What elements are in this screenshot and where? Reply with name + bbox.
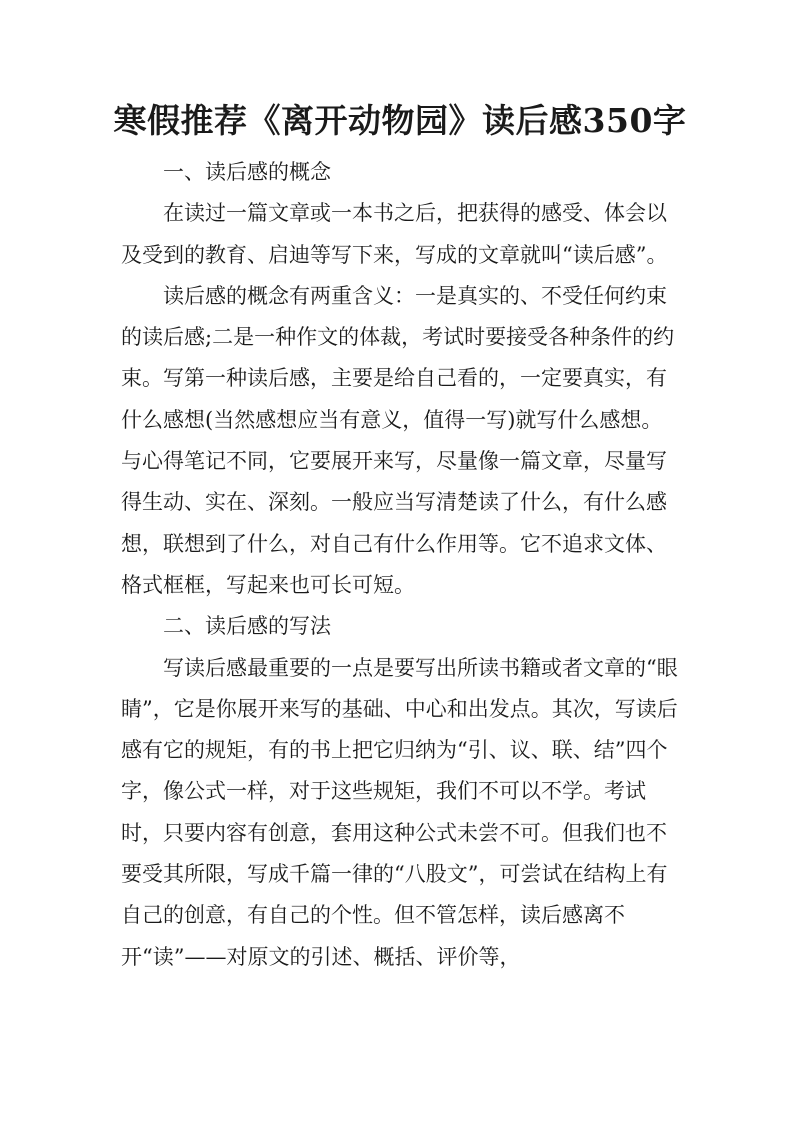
section-heading-writing-method: 二、读后感的写法	[163, 614, 331, 639]
paragraph: 在读过一篇文章或一本书之后，把获得的感受、体会以及受到的教育、启迪等写下来，写成的文章就叫“读后感”。	[121, 201, 668, 267]
document-body	[121, 152, 679, 978]
section-heading-concept: 一、读后感的概念	[163, 160, 331, 184]
document-title: 寒假推荐《离开动物园》读后感350字	[113, 101, 687, 140]
paragraph: 写读后感最重要的一点是要写出所读书籍或者文章的“眼睛”，它是你展开来写的基础、中心和出发点。其次，写读后感有它的规矩，有的书上把它归纳为“引、议、联、结”四个字，像公式一样，对于这些规矩，我们不可以不学。考试时，只要内容有创意，套用这种公式未尝不可。但我们也不要受其所限，写成千篇一律的“八股文”，可尝试在结构上有自己的创意，有自己的个性。但不管怎样，读后感离不开“读”——对原文的引述、概括、评价等，	[121, 655, 678, 969]
paragraph: 读后感的概念有两重含义：一是真实的、不受任何约束的读后感;二是一种作文的体裁，考试时要接受各种条件的约束。写第一种读后感，主要是给自己看的，一定要真实，有什么感想(当然感想应当有意义，值得一写)就写什么感想。与心得笔记不同，它要展开来写，尽量像一篇文章，尽量写得生动、实在、深刻。一般应当写清楚读了什么，有什么感想，联想到了什么，对自己有什么作用等。它不追求文体、格式框框，写起来也可长可短。	[121, 283, 675, 597]
